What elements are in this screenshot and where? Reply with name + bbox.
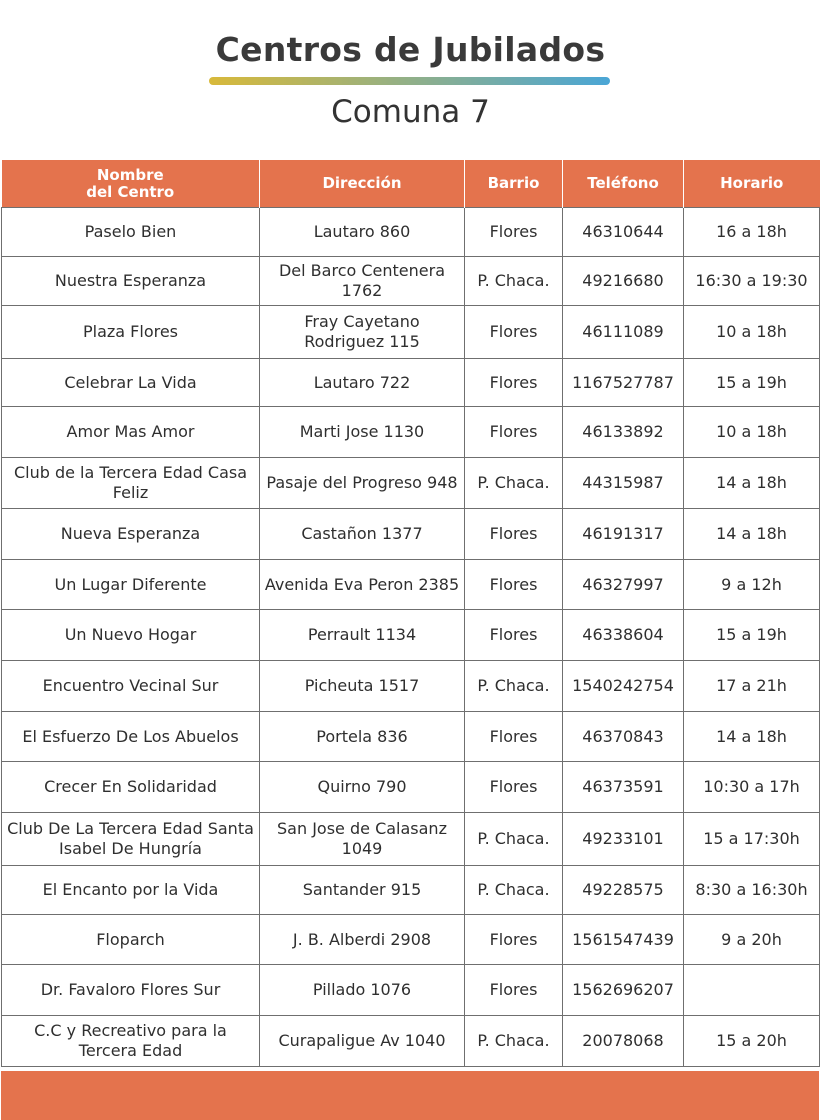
header-address: Dirección [260,160,465,208]
cell-name: Crecer En Solidaridad [2,762,260,813]
cell-barrio: Flores [465,610,563,661]
cell-name: Encuentro Vecinal Sur [2,661,260,712]
cell-phone: 49228575 [563,866,684,915]
cell-hours: 15 a 19h [684,359,820,407]
cell-hours: 14 a 18h [684,509,820,560]
cell-phone: 46373591 [563,762,684,813]
table-row [2,866,820,915]
centers-table [1,160,820,1067]
cell-barrio: P. Chaca. [465,257,563,306]
cell-name: Celebrar La Vida [2,359,260,407]
cell-hours: 9 a 20h [684,915,820,965]
cell-barrio: Flores [465,359,563,407]
cell-phone: 1540242754 [563,661,684,712]
table-row [2,661,820,712]
cell-barrio: Flores [465,712,563,762]
cell-name: Nueva Esperanza [2,509,260,560]
table-row [2,762,820,813]
cell-phone: 46338604 [563,610,684,661]
cell-hours: 8:30 a 16:30h [684,866,820,915]
table-row [2,407,820,458]
table-body [2,208,820,1067]
cell-phone: 46111089 [563,306,684,359]
cell-hours: 9 a 12h [684,560,820,610]
cell-barrio: P. Chaca. [465,866,563,915]
cell-barrio: P. Chaca. [465,1016,563,1067]
cell-address: Marti Jose 1130 [260,407,465,458]
cell-hours: 16 a 18h [684,208,820,257]
cell-barrio: Flores [465,306,563,359]
table-row [2,458,820,509]
cell-barrio: Flores [465,915,563,965]
cell-barrio: Flores [465,509,563,560]
table-row [2,610,820,661]
cell-phone: 1561547439 [563,915,684,965]
cell-hours: 16:30 a 19:30 [684,257,820,306]
cell-phone: 49216680 [563,257,684,306]
page-title: Centros de Jubilados [215,30,606,69]
cell-name: El Esfuerzo De Los Abuelos [2,712,260,762]
cell-name: C.C y Recreativo para la Tercera Edad [2,1016,260,1067]
cell-hours: 10 a 18h [684,407,820,458]
table-header-row [2,160,820,208]
cell-barrio: Flores [465,407,563,458]
cell-address: Pasaje del Progreso 948 [260,458,465,509]
cell-hours [684,965,820,1016]
cell-address: Quirno 790 [260,762,465,813]
cell-barrio: P. Chaca. [465,661,563,712]
cell-name: Plaza Flores [2,306,260,359]
table-row [2,306,820,359]
table-row [2,208,820,257]
cell-address: Fray Cayetano Rodriguez 115 [260,306,465,359]
cell-phone: 1167527787 [563,359,684,407]
cell-phone: 46310644 [563,208,684,257]
cell-name: Paselo Bien [2,208,260,257]
cell-name: El Encanto por la Vida [2,866,260,915]
cell-phone: 46191317 [563,509,684,560]
cell-phone: 46327997 [563,560,684,610]
cell-name: Dr. Favaloro Flores Sur [2,965,260,1016]
table-row [2,813,820,866]
cell-hours: 15 a 20h [684,1016,820,1067]
cell-barrio: Flores [465,560,563,610]
cell-name: Floparch [2,915,260,965]
cell-phone: 44315987 [563,458,684,509]
cell-address: Portela 836 [260,712,465,762]
table-row [2,915,820,965]
cell-phone: 49233101 [563,813,684,866]
cell-barrio: Flores [465,208,563,257]
table-row [2,359,820,407]
cell-address: Lautaro 860 [260,208,465,257]
cell-hours: 15 a 19h [684,610,820,661]
header-name: Nombre del Centro [2,160,260,208]
cell-address: Lautaro 722 [260,359,465,407]
cell-phone: 20078068 [563,1016,684,1067]
header-hours: Horario [684,160,820,208]
header-phone: Teléfono [563,160,684,208]
cell-name: Un Nuevo Hogar [2,610,260,661]
cell-name: Club de la Tercera Edad Casa Feliz [2,458,260,509]
cell-hours: 17 a 21h [684,661,820,712]
cell-hours: 14 a 18h [684,712,820,762]
cell-address: Avenida Eva Peron 2385 [260,560,465,610]
page-subtitle: Comuna 7 [331,94,490,130]
cell-address: Castañon 1377 [260,509,465,560]
cell-name: Amor Mas Amor [2,407,260,458]
cell-address: Curapaligue Av 1040 [260,1016,465,1067]
cell-address: San Jose de Calasanz 1049 [260,813,465,866]
cell-address: J. B. Alberdi 2908 [260,915,465,965]
cell-address: Santander 915 [260,866,465,915]
cell-address: Pillado 1076 [260,965,465,1016]
cell-name: Un Lugar Diferente [2,560,260,610]
cell-hours: 10:30 a 17h [684,762,820,813]
cell-phone: 1562696207 [563,965,684,1016]
table-row [2,257,820,306]
cell-address: Picheuta 1517 [260,661,465,712]
cell-address: Del Barco Centenera 1762 [260,257,465,306]
cell-barrio: Flores [465,965,563,1016]
table-row [2,965,820,1016]
table-row [2,1016,820,1067]
cell-barrio: P. Chaca. [465,813,563,866]
footer-bar [1,1071,819,1120]
cell-name: Nuestra Esperanza [2,257,260,306]
title-gradient-bar [209,77,610,85]
table-row [2,509,820,560]
cell-phone: 46370843 [563,712,684,762]
header-barrio: Barrio [465,160,563,208]
cell-hours: 14 a 18h [684,458,820,509]
table-row [2,712,820,762]
table-header [2,160,820,208]
cell-barrio: Flores [465,762,563,813]
cell-hours: 10 a 18h [684,306,820,359]
cell-barrio: P. Chaca. [465,458,563,509]
cell-phone: 46133892 [563,407,684,458]
cell-hours: 15 a 17:30h [684,813,820,866]
cell-address: Perrault 1134 [260,610,465,661]
cell-name: Club De La Tercera Edad Santa Isabel De Hungría [2,813,260,866]
table-row [2,560,820,610]
